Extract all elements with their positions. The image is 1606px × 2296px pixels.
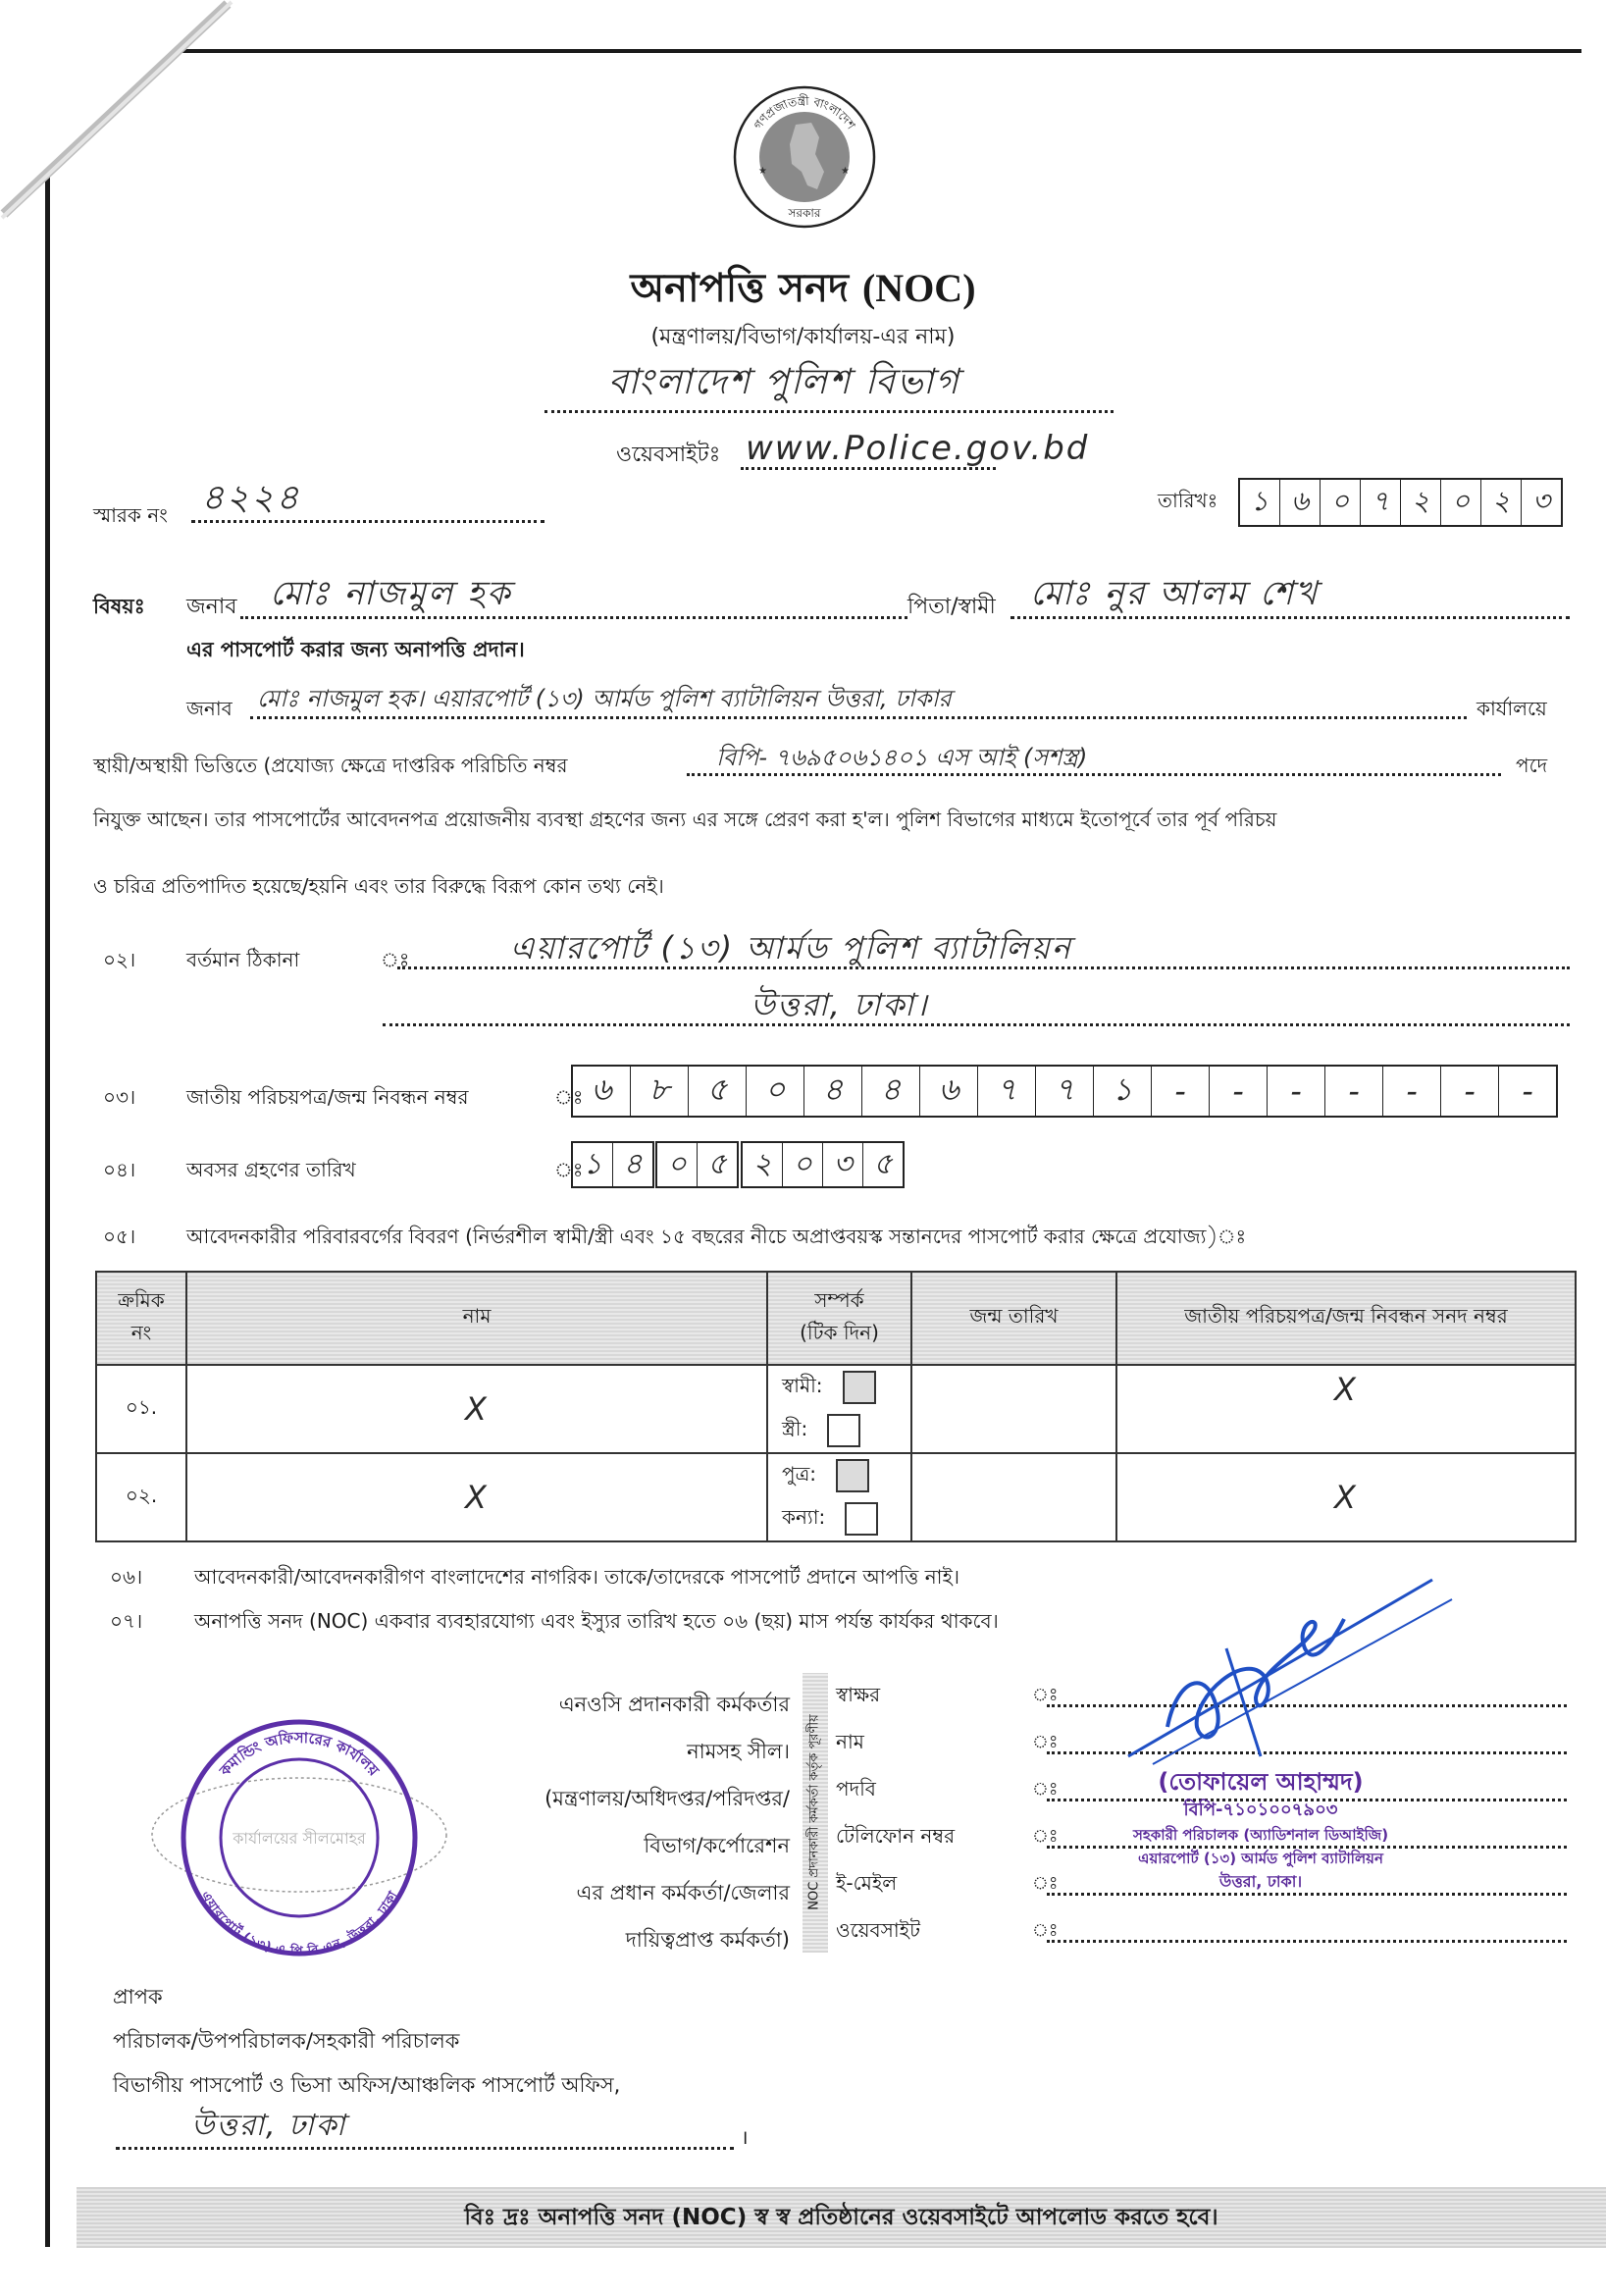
body-office-suffix: কার্যালয়ে <box>1476 697 1547 720</box>
digit-box: ৬ <box>920 1067 978 1116</box>
field-designation: পদবি ঃ <box>836 1767 1581 1814</box>
row-relation: স্বামী: স্ত্রী: <box>767 1365 911 1453</box>
date-label: তারিখঃ <box>1158 489 1218 512</box>
digit-box: ১ <box>573 1143 613 1186</box>
digit-box: ২ <box>1481 480 1522 525</box>
body-mr-label: জনাব <box>186 697 233 720</box>
item04-label: অবসর গ্রহণের তারিখ <box>186 1158 356 1181</box>
date-boxes <box>1238 478 1563 527</box>
row-dob <box>911 1365 1116 1453</box>
digit-box: ২ <box>1401 480 1441 525</box>
subject-name-value: মোঃ নাজমুল হক <box>270 574 512 613</box>
digit-box: ০ <box>783 1143 823 1186</box>
item02-num: ০২। <box>103 948 136 971</box>
item06-text: আবেদনকারী/আবেদনকারীগণ বাংলাদেশের নাগরিক। তাকে/তাদেরকে পাসপোর্ট প্রদানে আপত্তি নাই। <box>194 1565 960 1589</box>
stamp-name: (তোফায়েল আহাম্মদ) <box>1158 1768 1364 1796</box>
row-serial: ০১. <box>96 1365 186 1453</box>
family-table <box>95 1271 1577 1542</box>
noc-vertical-label: NOC প্রদানকারী কর্মকর্তা কর্তৃক পূরণীয় <box>806 1714 822 1910</box>
svg-text:★: ★ <box>758 166 767 177</box>
table-row <box>96 1365 1576 1453</box>
item02-label: বর্তমান ঠিকানা <box>186 948 300 971</box>
subject-label: বিষয়ঃ <box>93 595 145 618</box>
seal-ring-top: কমান্ডিং অফিসারের কার্যালয় <box>216 1728 383 1780</box>
digit-box: ৭ <box>978 1067 1036 1116</box>
stamp-designation: সহকারী পরিচালক (অ্যাডিশনাল ডিআইজি) <box>1132 1826 1389 1844</box>
body-line2-line <box>687 773 1501 776</box>
field-telephone: টেলিফোন নম্বর ঃ <box>836 1814 1581 1861</box>
digit-box: ৫ <box>873 1146 893 1181</box>
body-line2-suffix: পদে <box>1516 754 1548 777</box>
row-dob <box>911 1453 1116 1541</box>
body-mr-line <box>250 716 1467 719</box>
item02-line2 <box>383 1023 1570 1026</box>
title-en: (NOC) <box>861 266 976 310</box>
field-name: নাম ঃ <box>836 1720 1581 1767</box>
digit-box: ৩ <box>823 1143 863 1186</box>
header-nid: জাতীয় পরিচয়পত্র/জন্ম নিবন্ধন সনদ নম্বর <box>1116 1272 1576 1365</box>
item04-colon: ঃ <box>554 1158 584 1181</box>
svg-text:★: ★ <box>841 166 850 177</box>
header-name: নাম <box>186 1272 767 1365</box>
officer-stamp <box>1064 1766 1457 1894</box>
page-border-top <box>177 49 1581 53</box>
item03-colon: ঃ <box>554 1085 584 1109</box>
page-title <box>0 257 1606 323</box>
item07-text: অনাপত্তি সনদ (NOC) একবার ব্যবহারযোগ্য এবং ইস্যুর তারিখ হতে ০৬ (ছয়) মাস পর্যন্ত কার্যকর থাকবে। <box>194 1609 999 1633</box>
father-label: পিতা/স্বামী <box>907 595 996 619</box>
digit-box: ০ <box>657 1143 698 1186</box>
digit-box: ৫ <box>707 1146 727 1181</box>
memo-line <box>191 520 544 523</box>
memo-label: স্মারক নং <box>93 503 168 527</box>
digit-box: - <box>1210 1067 1268 1116</box>
recipient-city: উত্তরা, ঢাকা <box>191 2109 347 2143</box>
stamp-place: উত্তরা, ঢাকা। <box>1218 1872 1303 1891</box>
item05-label: আবেদনকারীর পরিবারবর্গের বিবরণ (নির্ভরশীল স্বামী/স্ত্রী এবং ১৫ বছরের নীচে অপ্রাপ্তবয়স্ক সন্তানদের পাসপোর্ট করার ক্ষেত্রে প্রযোজ্য)ঃ <box>186 1225 1247 1248</box>
memo-value: ৪২২৪ <box>201 478 301 518</box>
stamp-bp: বিপি-৭১০১০০৭৯০৩ <box>1183 1800 1338 1820</box>
signature-block-description: এনওসি প্রদানকারী কর্মকর্তার নামসহ সীল। (মন্ত্রণালয়/অধিদপ্তর/পরিদপ্তর/ বিভাগ/কর্পোরেশন এর প্রধান কর্মকর্তা/জেলার দায়িত্বপ্রাপ্ত কর্মকর্তা) <box>544 1693 790 1952</box>
government-emblem <box>731 83 878 231</box>
father-name-line <box>1010 616 1570 619</box>
row-serial: ০২. <box>96 1453 186 1541</box>
footer-note: বিঃ দ্রঃ অনাপত্তি সনদ (NOC) স্ব স্ব প্রতিষ্ঠানের ওয়েবসাইটে আপলোড করতে হবে। <box>464 2204 1218 2230</box>
digit-box: ৮ <box>631 1067 689 1116</box>
item03-label: জাতীয় পরিচয়পত্র/জন্ম নিবন্ধন নম্বর <box>186 1085 469 1109</box>
body-line4: ও চরিত্র প্রতিপাদিত হয়েছে/হয়নি এবং তার বিরুদ্ধে বিরূপ কোন তথ্য নেই। <box>93 874 664 898</box>
page-border-left <box>45 177 50 2247</box>
table-row <box>96 1453 1576 1541</box>
noc-vertical-strip <box>803 1673 828 1953</box>
digit-box: ৪ <box>623 1146 643 1181</box>
digit-box: - <box>1325 1067 1383 1116</box>
recipient-line1: পরিচালক/উপপরিচালক/সহকারী পরিচালক <box>113 2029 460 2053</box>
child-daughter-checkbox[interactable] <box>845 1502 878 1536</box>
svg-text:এয়ারপোর্ট (১৩) এ পি বি এন, উত <box>197 1888 401 1957</box>
subject-name-line <box>240 616 907 619</box>
item06-num: ০৬। <box>110 1565 143 1589</box>
title-bn: অনাপত্তি সনদ <box>630 266 850 311</box>
digit-box: ০ <box>1441 480 1481 525</box>
field-email: ই-মেইল ঃ <box>836 1861 1581 1908</box>
digit-box: ৭ <box>1361 480 1401 525</box>
website-value: www.Police.gov.bd <box>746 429 1090 468</box>
officer-signature <box>1109 1560 1462 1766</box>
retirement-year-boxes <box>741 1141 905 1188</box>
row-nid: X <box>1116 1365 1576 1453</box>
row-nid: X <box>1116 1453 1576 1541</box>
seal-placeholder: কার্যালয়ের সীলমোহর <box>233 1829 366 1848</box>
digit-box: ১ <box>1094 1067 1152 1116</box>
emblem-text-top: গণপ্রজাতন্ত্রী বাংলাদেশ <box>751 93 858 132</box>
footer-note-band <box>77 2187 1606 2248</box>
seal-ring-bottom: এয়ারপোর্ট (১৩) এ পি বি এন, উত্তরা, ঢাকা <box>197 1889 401 1957</box>
website-label: ওয়েবসাইটঃ <box>616 443 721 467</box>
item02-line1 <box>397 966 1570 969</box>
digit-box: ৪ <box>804 1067 862 1116</box>
body-line2-value: বিপি- ৭৬৯৫০৬১৪০১ এস আই (সশস্ত্র) <box>716 744 1088 771</box>
item07-num: ০৭। <box>110 1609 143 1633</box>
field-signature: স্বাক্ষর ঃ <box>836 1673 1581 1720</box>
digit-box: - <box>1383 1067 1441 1116</box>
digit-box: ৭ <box>1036 1067 1094 1116</box>
header-relation: সম্পর্ক (টিক দিন) <box>767 1272 911 1365</box>
spouse-husband-checkbox[interactable] <box>843 1371 876 1404</box>
website-line <box>741 467 996 470</box>
emblem-text-bottom: সরকার <box>788 206 821 220</box>
body-line3: নিযুক্ত আছেন। তার পাসপোর্টের আবেদনপত্র প্রয়োজনীয় ব্যবস্থা গ্রহণের জন্য এর সঙ্গে প্রেরণ করা হ'ল। পুলিশ বিভাগের মাধ্যমে ইতোপূর্বে তার পূর্ব পরিচয় <box>93 808 1277 831</box>
digit-box: ০ <box>1321 480 1361 525</box>
child-son-checkbox[interactable] <box>836 1459 869 1492</box>
row-name: X <box>186 1453 767 1541</box>
retirement-month-boxes <box>655 1141 739 1188</box>
family-table-header <box>96 1272 1576 1365</box>
digit-box: ২ <box>743 1143 783 1186</box>
field-website: ওয়েবসাইট ঃ <box>836 1908 1581 1956</box>
body-line2-prefix: স্থায়ী/অস্থায়ী ভিত্তিতে (প্রযোজ্য ক্ষেত্রে দাপ্তরিক পরিচিতি নম্বর <box>93 754 568 777</box>
item04-num: ০৪। <box>103 1158 136 1181</box>
subject-mr-label: জনাব <box>186 595 237 619</box>
row-name: X <box>186 1365 767 1453</box>
nid-boxes <box>571 1065 1558 1118</box>
header-dob: জন্ম তারিখ <box>911 1272 1116 1365</box>
body-mr-value: মোঃ নাজমুল হক। এয়ারপোর্ট (১৩) আর্মড পুলিশ ব্যাটালিয়ন উত্তরা, ঢাকার <box>257 685 952 712</box>
office-seal <box>147 1712 451 1957</box>
row-relation: পুত্র: কন্যা: <box>767 1453 911 1541</box>
ministry-name-value: বাংলাদেশ পুলিশ বিভাগ <box>608 362 960 402</box>
recipient-city-line <box>116 2147 734 2150</box>
page-subtitle: (মন্ত্রণালয়/বিভাগ/কার্যালয়-এর নাম) <box>650 325 956 349</box>
digit-box: - <box>1522 1072 1533 1110</box>
digit-box: - <box>1152 1067 1210 1116</box>
father-name-value: মোঃ নুর আলম শেখ <box>1030 574 1320 613</box>
folded-corner <box>0 0 235 226</box>
item02-value-line2: উত্তরা, ঢাকা। <box>751 986 929 1023</box>
digit-box: ৪ <box>862 1067 920 1116</box>
recipient-end: । <box>741 2125 749 2149</box>
digit-box: ৬ <box>573 1067 631 1116</box>
recipient-line2: বিভাগীয় পাসপোর্ট ও ভিসা অফিস/আঞ্চলিক পাসপোর্ট অফিস, <box>113 2073 621 2097</box>
item02-colon: ঃ <box>381 948 410 971</box>
subject-line2: এর পাসপোর্ট করার জন্য অনাপত্তি প্রদান। <box>186 638 525 661</box>
item03-num: ০৩। <box>103 1085 136 1109</box>
ministry-name-line <box>544 410 1114 413</box>
digit-box: - <box>1441 1067 1499 1116</box>
stamp-unit: এয়ারপোর্ট (১৩) আর্মড পুলিশ ব্যাটালিয়ন <box>1138 1850 1383 1867</box>
header-serial: ক্রমিক নং <box>96 1272 186 1365</box>
digit-box: ৩ <box>1531 484 1551 517</box>
item05-num: ০৫। <box>103 1225 136 1248</box>
digit-box: ৬ <box>1280 480 1321 525</box>
digit-box: ০ <box>747 1067 804 1116</box>
retirement-day-boxes <box>571 1141 654 1188</box>
digit-box: - <box>1268 1067 1325 1116</box>
item02-value-line1: এয়ারপোর্ট (১৩) আর্মড পুলিশ ব্যাটালিয়ন <box>510 929 1072 966</box>
spouse-wife-checkbox[interactable] <box>827 1414 860 1447</box>
digit-box: ১ <box>1240 480 1280 525</box>
digit-box: ৫ <box>689 1067 747 1116</box>
recipient-label: প্রাপক <box>113 1985 163 2009</box>
